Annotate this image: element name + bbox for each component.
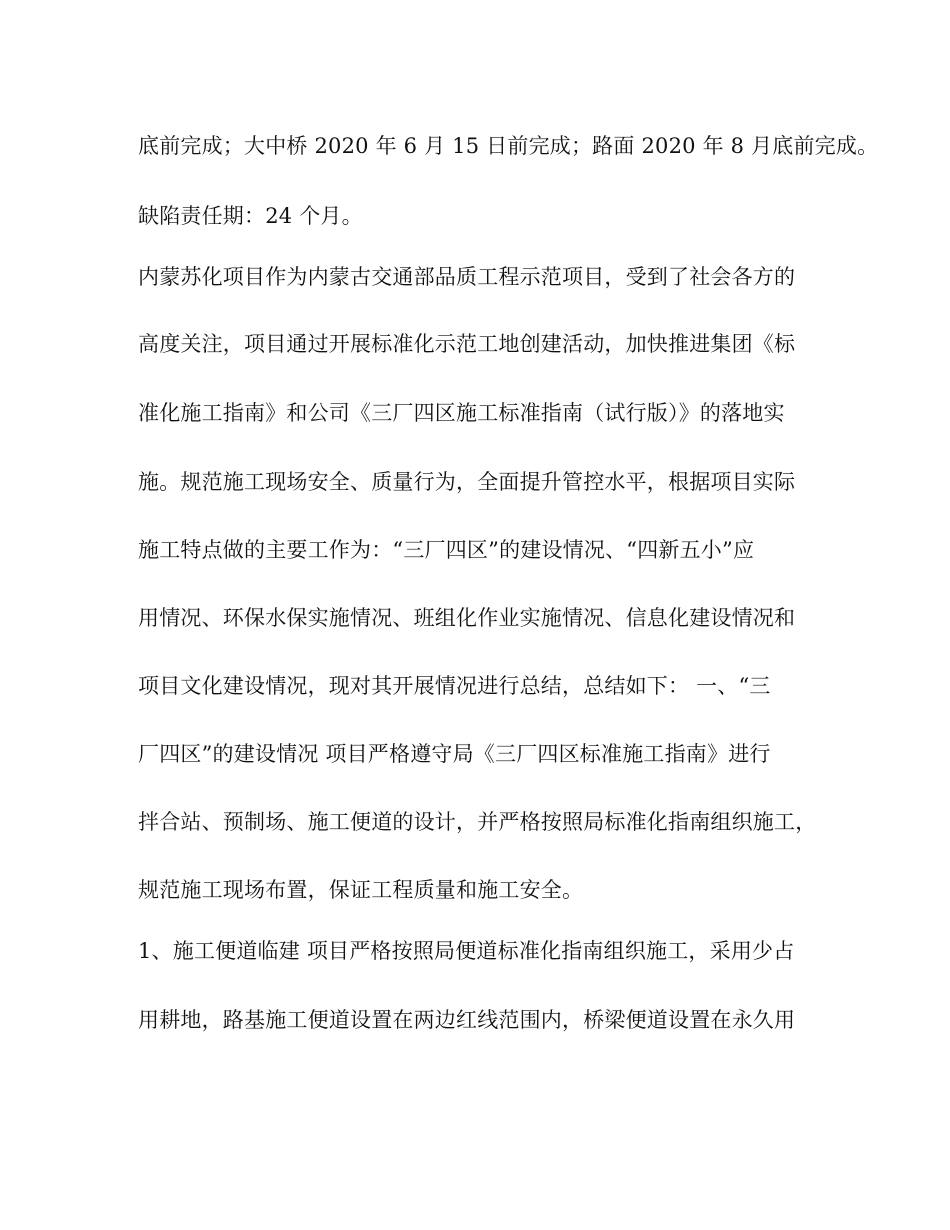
text-line: 规范施工现场布置，保证工程质量和施工安全。 xyxy=(138,878,584,902)
text-line: 内蒙苏化项目作为内蒙古交通部品质工程示范项目，受到了社会各方的 xyxy=(138,265,796,289)
text-line: 用情况、环保水保实施情况、班组化作业实施情况、信息化建设情况和 xyxy=(138,606,796,630)
text-line: 用耕地，路基施工便道设置在两边红线范围内，桥梁便道设置在永久用 xyxy=(138,1008,796,1032)
text-line: 底前完成；大中桥 2020 年 6 月 15 日前完成；路面 2020 年 8 月底前完成。 xyxy=(138,134,879,158)
text-line: 施工特点做的主要工作为：“三厂四区”的建设情况、“四新五小”应 xyxy=(138,538,755,562)
text-line: 厂四区”的建设情况 项目严格遵守局《三厂四区标准施工指南》进行 xyxy=(138,742,771,766)
text-line: 施。规范施工现场安全、质量行为，全面提升管控水平，根据项目实际 xyxy=(138,470,796,494)
text-line: 缺陷责任期：24 个月。 xyxy=(138,204,363,228)
text-line: 1、施工便道临建 项目严格按照局便道标准化指南组织施工，采用少占 xyxy=(138,939,795,963)
text-line: 项目文化建设情况，现对其开展情况进行总结，总结如下： 一、“三 xyxy=(138,674,771,698)
text-line: 高度关注，项目通过开展标准化示范工地创建活动，加快推进集团《标 xyxy=(138,332,796,356)
text-line: 准化施工指南》和公司《三厂四区施工标准指南（试行版）》的落地实 xyxy=(138,401,785,425)
text-line: 拌合站、预制场、施工便道的设计，并严格按照局标准化指南组织施工， xyxy=(138,810,817,834)
